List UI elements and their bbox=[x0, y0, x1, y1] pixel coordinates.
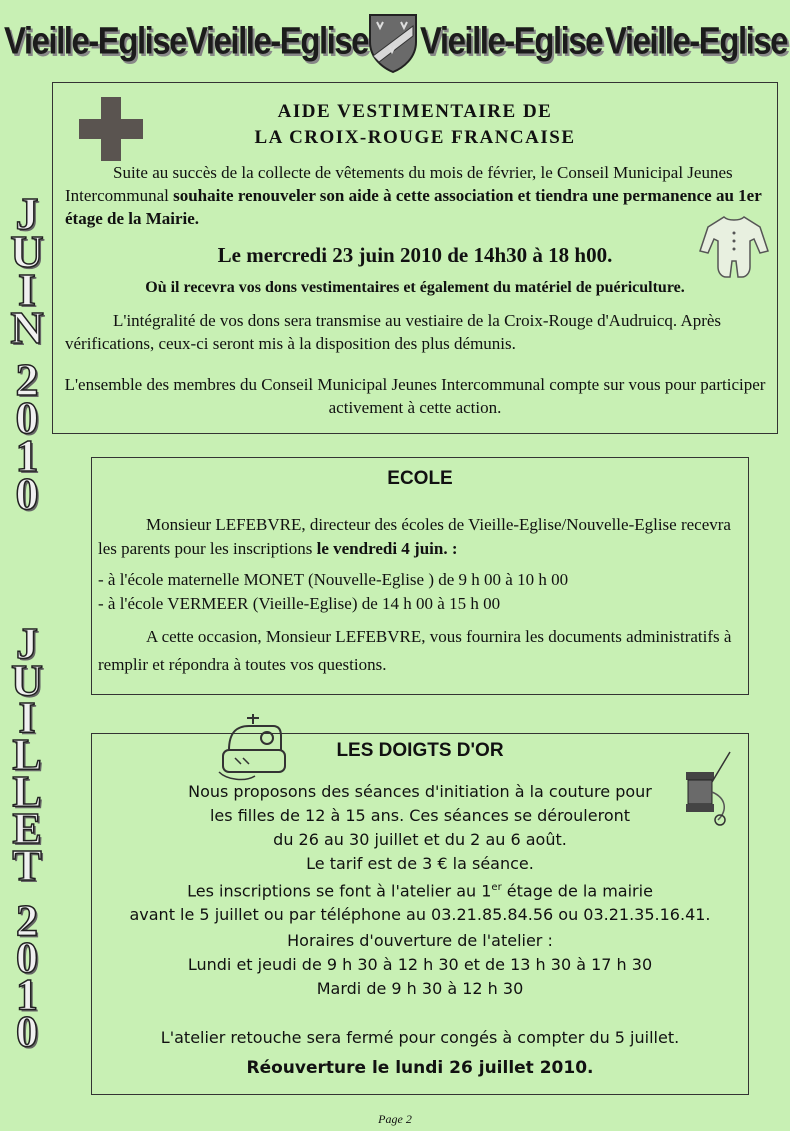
event-date: Le mercredi 23 juin 2010 de 14h30 à 18 h00. bbox=[217, 243, 613, 267]
header-text-3: Vieille-Eglise bbox=[420, 19, 602, 62]
ecole-item-monet: - à l'école maternelle MONET (Nouvelle-Eglise ) de 9 h 00 à 10 h 00 bbox=[98, 570, 569, 589]
sidebar-letter: J bbox=[15, 188, 39, 239]
ecole-intro-bold: le vendredi 4 juin. : bbox=[316, 539, 458, 558]
sidebar-letter: T bbox=[12, 841, 42, 890]
sidebar-letter: L bbox=[12, 730, 42, 779]
doigts-or-title: LES DOIGTS D'OR bbox=[336, 740, 504, 761]
sidebar-letter: U bbox=[10, 226, 44, 277]
description-line bbox=[92, 876, 748, 903]
sidebar-digit: 2 bbox=[16, 896, 38, 945]
description-line: Le tarif est de 3 € la séance. bbox=[306, 854, 534, 873]
transmission-text: L'intégralité de vos dons sera transmise au vestiaire de la Croix-Rouge d'Audruicq. Après vérifications, ceux-ci seront mis à la disposition des plus démunis. bbox=[65, 311, 722, 353]
croix-rouge-title bbox=[53, 99, 777, 151]
sidebar-letter: U bbox=[11, 656, 43, 705]
coat-of-arms-icon bbox=[367, 12, 419, 74]
hours-title: Horaires d'ouverture de l'atelier : bbox=[287, 931, 553, 950]
ecole-title: ECOLE bbox=[387, 468, 453, 489]
page-number: Page 2 bbox=[378, 1112, 412, 1126]
description-line: avant le 5 juillet ou par téléphone au 03.21.85.84.56 ou 03.21.35.16.41. bbox=[129, 905, 711, 925]
ecole-item-vermeer: - à l'école VERMEER (Vieille-Eglise) de 14 h 00 à 15 h 00 bbox=[98, 594, 501, 613]
donations-text: Où il recevra vos dons vestimentaires et également du matériel de puériculture. bbox=[145, 279, 685, 296]
ecole-section bbox=[91, 457, 749, 695]
header-text-4: Vieille-Eglise bbox=[605, 19, 787, 62]
sidebar-letter: N bbox=[10, 302, 44, 353]
header-text-1: Vieille-Eglise bbox=[4, 19, 186, 62]
doigts-or-description bbox=[92, 780, 748, 927]
sidebar-digit: 0 bbox=[15, 468, 39, 519]
sidebar-letter: J bbox=[16, 619, 38, 668]
title-line-2: LA CROIX-ROUGE FRANCAISE bbox=[254, 127, 576, 148]
sidebar-letter: I bbox=[18, 264, 36, 315]
sidebar-juin-2010 bbox=[8, 188, 46, 519]
doigts-or-section bbox=[91, 733, 749, 1095]
sidebar-digit: 1 bbox=[15, 430, 39, 481]
sidebar-letter: L bbox=[12, 767, 42, 816]
sidebar-digit: 2 bbox=[15, 354, 39, 405]
ecole-closing: A cette occasion, Monsieur LEFEBVRE, vous fournira les documents administratifs à remplir et répondra à toutes vos questions. bbox=[98, 627, 732, 674]
page-header bbox=[0, 8, 790, 78]
title-line-1: AIDE VESTIMENTAIRE DE bbox=[277, 101, 553, 122]
closing-text: L'ensemble des membres du Conseil Municipal Jeunes Intercommunal compte sur vous pour participer activement à cette action. bbox=[64, 375, 766, 417]
sidebar-digit: 0 bbox=[16, 933, 38, 982]
sidebar-digit: 0 bbox=[15, 392, 39, 443]
inscriptions-text-end: étage de la mairie bbox=[501, 881, 653, 901]
sidebar-digit: 0 bbox=[16, 1007, 38, 1056]
ecole-intro-text: Monsieur LEFEBVRE, directeur des écoles de Vieille-Eglise/Nouvelle-Eglise recevra les parents pour les inscriptions bbox=[98, 515, 731, 558]
hours-line: Lundi et jeudi de 9 h 30 à 12 h 30 et de 13 h 30 à 17 h 30 bbox=[187, 955, 653, 974]
sidebar-letter: I bbox=[18, 693, 36, 742]
sidebar-juillet-2010 bbox=[8, 619, 46, 1056]
croix-rouge-section bbox=[52, 82, 778, 434]
inscriptions-text: Les inscriptions se font à l'atelier au 1 bbox=[187, 881, 492, 901]
intro-text: Suite au succès de la collecte de vêtements du mois de février, le Conseil Municipal Jeunes Intercommunal bbox=[65, 163, 733, 205]
description-line: Nous proposons des séances d'initiation à la couture pour bbox=[188, 782, 652, 801]
sidebar-digit: 1 bbox=[16, 970, 38, 1019]
reopening-notice: Réouverture le lundi 26 juillet 2010. bbox=[246, 1058, 594, 1078]
opening-hours bbox=[92, 929, 748, 1001]
superscript-er: er bbox=[491, 882, 502, 893]
description-line: du 26 au 30 juillet et du 2 au 6 août. bbox=[273, 830, 567, 849]
croix-rouge-intro bbox=[65, 161, 763, 230]
header-text-2: Vieille-Eglise bbox=[186, 19, 368, 62]
intro-bold-text: souhaite renouveler son aide à cette association et tiendra une permanence au 1er étage de la Mairie. bbox=[65, 186, 762, 228]
closure-notice: L'atelier retouche sera fermé pour congés à compter du 5 juillet. bbox=[160, 1028, 680, 1047]
description-line: les filles de 12 à 15 ans. Ces séances se dérouleront bbox=[209, 806, 631, 825]
hours-line: Mardi de 9 h 30 à 12 h 30 bbox=[316, 979, 524, 998]
ecole-intro bbox=[98, 513, 734, 561]
sidebar-letter: E bbox=[12, 804, 42, 853]
